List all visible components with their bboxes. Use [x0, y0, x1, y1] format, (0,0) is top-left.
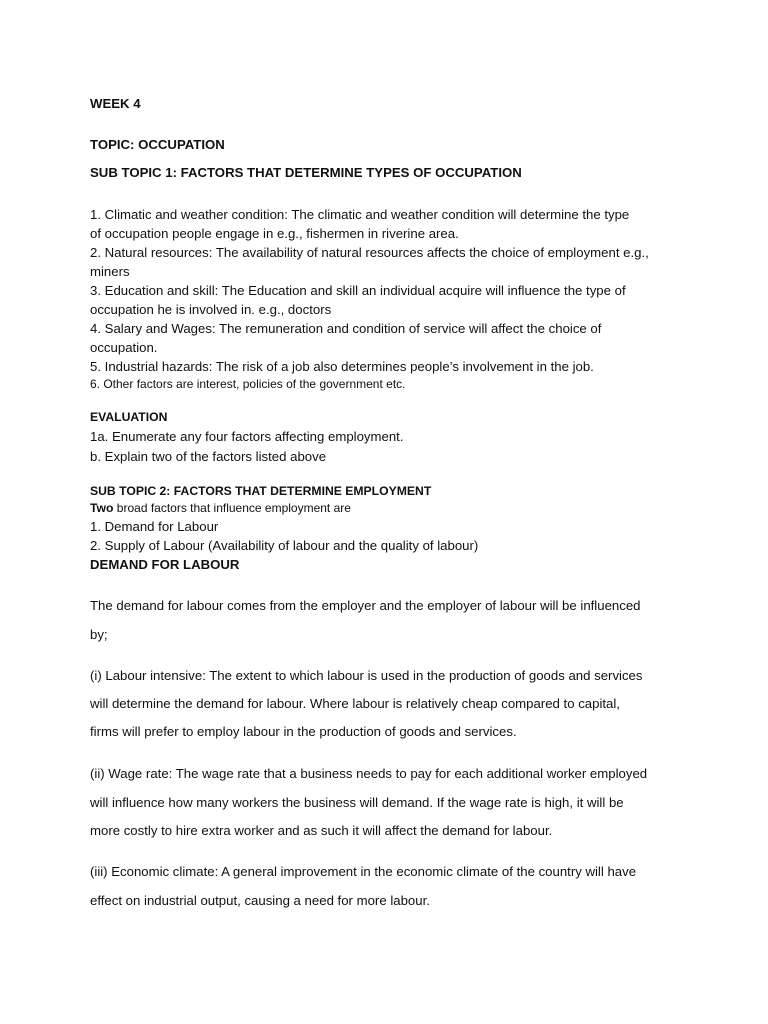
evaluation-heading: EVALUATION: [90, 410, 168, 424]
evaluation-line: b. Explain two of the factors listed above: [90, 449, 327, 464]
subtopic1-line: of occupation people engage in e.g., fishermen in riverine area.: [90, 226, 459, 241]
demand-paragraph-line: firms will prefer to employ labour in the production of goods and services.: [90, 724, 517, 739]
demand-paragraph-line: The demand for labour comes from the employer and the employer of labour will be influenced: [90, 598, 641, 613]
demand-paragraph-line: effect on industrial output, causing a need for more labour.: [90, 893, 430, 908]
demand-paragraph-line: by;: [90, 627, 108, 642]
subtopic1-line: occupation.: [90, 340, 158, 355]
subtopic1-line: 5. Industrial hazards: The risk of a job also determines people’s involvement in the job.: [90, 359, 594, 374]
demand-paragraph-line: (i) Labour intensive: The extent to which labour is used in the production of goods and services: [90, 668, 643, 683]
subtopic1-line: miners: [90, 264, 130, 279]
subtopic1-heading: SUB TOPIC 1: FACTORS THAT DETERMINE TYPES OF OCCUPATION: [90, 165, 522, 180]
subtopic1-line: occupation he is involved in. e.g., doctors: [90, 302, 332, 317]
subtopic2-intro-lead: Two: [90, 501, 114, 515]
subtopic2-heading: SUB TOPIC 2: FACTORS THAT DETERMINE EMPLOYMENT: [90, 484, 432, 498]
demand-paragraph-line: more costly to hire extra worker and as such it will affect the demand for labour.: [90, 823, 553, 838]
evaluation-line: 1a. Enumerate any four factors affecting employment.: [90, 429, 404, 444]
subtopic2-intro: [90, 499, 351, 517]
subtopic2-line: 2. Supply of Labour (Availability of labour and the quality of labour): [90, 538, 479, 553]
subtopic2-line: 1. Demand for Labour: [90, 519, 219, 534]
demand-paragraph-line: will determine the demand for labour. Where labour is relatively cheap compared to capital,: [90, 696, 620, 711]
week-heading: WEEK 4: [90, 96, 141, 111]
subtopic1-line: 1. Climatic and weather condition: The climatic and weather condition will determine the type: [90, 207, 630, 222]
topic-heading: TOPIC: OCCUPATION: [90, 137, 225, 152]
subtopic1-line: 2. Natural resources: The availability of natural resources affects the choice of employment e.g.,: [90, 245, 649, 260]
demand-paragraph-line: (iii) Economic climate: A general improvement in the economic climate of the country will have: [90, 864, 637, 879]
demand-paragraph-line: (ii) Wage rate: The wage rate that a business needs to pay for each additional worker employed: [90, 766, 648, 781]
demand-paragraph-line: will influence how many workers the business will demand. If the wage rate is high, it will be: [90, 795, 624, 810]
subtopic1-line: 6. Other factors are interest, policies of the government etc.: [90, 377, 406, 391]
subtopic1-line: 3. Education and skill: The Education and skill an individual acquire will influence the type of: [90, 283, 626, 298]
subtopic2-intro-rest: broad factors that influence employment are: [113, 501, 351, 515]
subtopic1-line: 4. Salary and Wages: The remuneration and condition of service will affect the choice of: [90, 321, 602, 336]
demand-heading: DEMAND FOR LABOUR: [90, 557, 240, 572]
